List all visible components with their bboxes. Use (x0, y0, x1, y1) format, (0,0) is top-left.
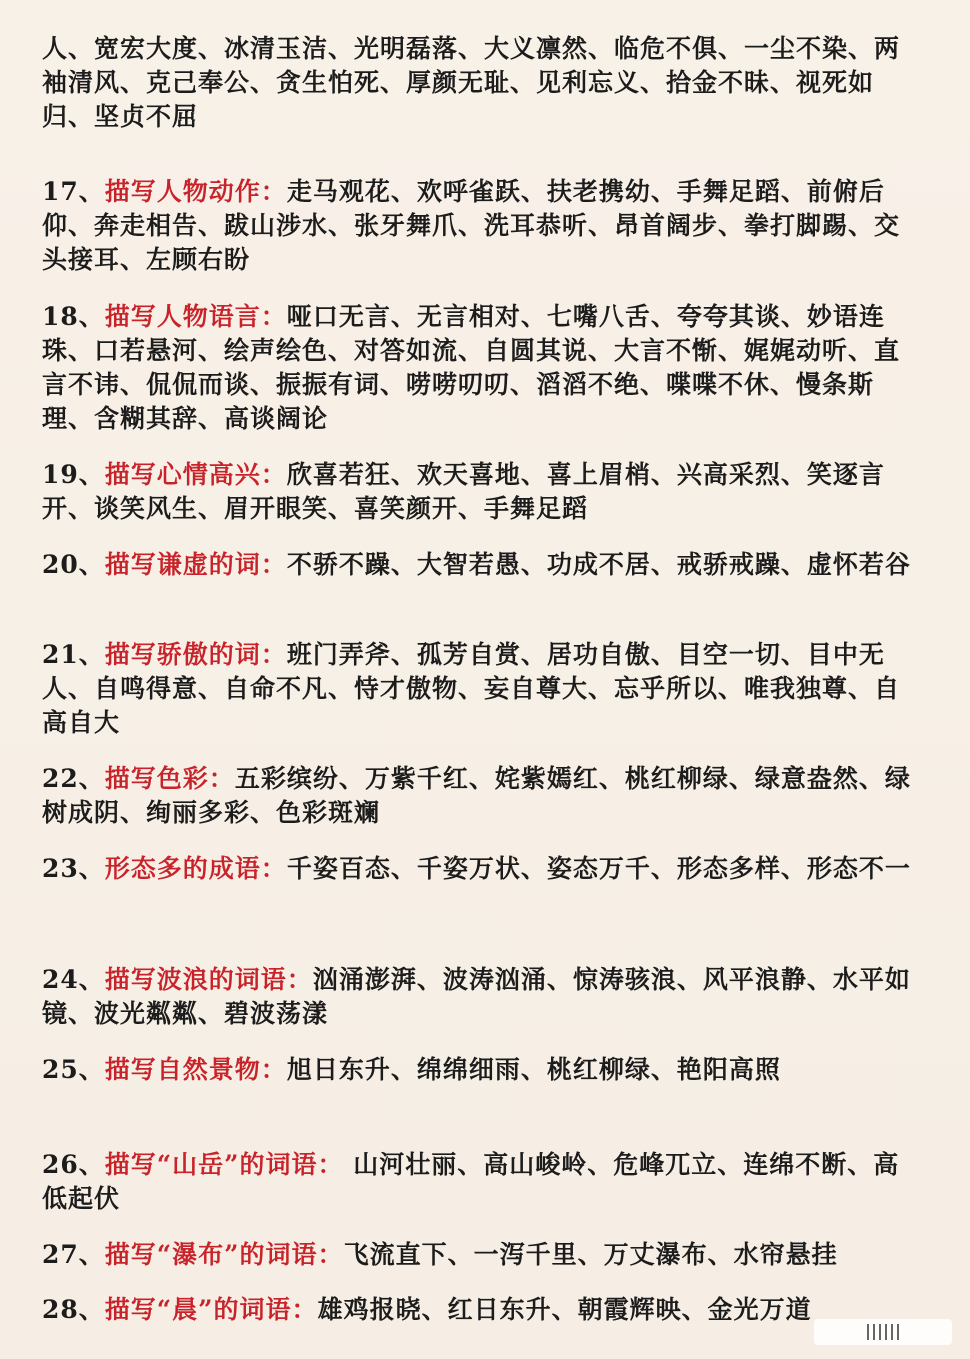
list-item (42, 300, 914, 436)
item-number: 22、 (42, 764, 105, 793)
item-category: 描写骄傲的词： (104, 640, 287, 669)
item-number: 18、 (42, 302, 105, 331)
watermark-mark (897, 1324, 899, 1340)
item-category: 描写色彩： (104, 764, 235, 793)
list-item (42, 175, 914, 277)
watermark-mark (879, 1324, 881, 1340)
watermark-mark (867, 1324, 869, 1340)
item-words: 飞流直下、一泻千里、万丈瀑布、水帘悬挂 (343, 1240, 838, 1269)
item-number: 27、 (42, 1240, 105, 1269)
item-number: 25、 (42, 1055, 105, 1084)
item-category: 描写人物动作： (104, 177, 287, 206)
list-item (42, 1148, 914, 1216)
item-words: 雄鸡报晓、红日东升、朝霞辉映、金光万道 (317, 1295, 812, 1324)
list-item (42, 852, 914, 886)
item-category: 描写自然景物： (104, 1055, 287, 1084)
list-item (42, 762, 914, 830)
list-item (42, 1293, 914, 1327)
item-number: 19、 (42, 460, 105, 489)
watermark (814, 1319, 952, 1345)
item-words: 欣喜若狂、欢天喜地、喜上眉梢、兴高采烈、笑逐言开、谈笑风生、眉开眼笑、喜笑颜开、手舞足蹈 (42, 460, 885, 523)
item-category: 描写“晨”的词语： (104, 1295, 318, 1324)
item-category: 描写心情高兴： (104, 460, 287, 489)
list-item (42, 638, 914, 740)
item-words: 走马观花、欢呼雀跃、扶老携幼、手舞足蹈、前俯后仰、奔走相告、跋山涉水、张牙舞爪、洗耳恭听、昂首阔步、拳打脚踢、交头接耳、左顾右盼 (42, 177, 901, 274)
item-category: 描写谦虚的词： (104, 550, 287, 579)
list-item (42, 963, 914, 1031)
list-item (42, 1238, 914, 1272)
item-words: 人、宽宏大度、冰清玉洁、光明磊落、大义凛然、临危不俱、一尘不染、两袖清风、克己奉公、贪生怕死、厚颜无耻、见利忘义、拾金不昧、视死如归、坚贞不屈 (42, 34, 901, 131)
item-number: 17、 (42, 177, 105, 206)
item-number: 26、 (42, 1150, 105, 1179)
item-words: 不骄不躁、大智若愚、功成不居、戒骄戒躁、虚怀若谷 (286, 550, 911, 579)
watermark-mark (891, 1324, 893, 1340)
item-category: 描写波浪的词语： (104, 965, 313, 994)
item-words: 五彩缤纷、万紫千红、姹紫嫣红、桃红柳绿、绿意盎然、绿树成阴、绚丽多彩、色彩斑斓 (42, 764, 911, 827)
item-words: 汹涌澎湃、波涛汹涌、惊涛骇浪、风平浪静、水平如镜、波光粼粼、碧波荡漾 (42, 965, 911, 1028)
item-words: 山河壮丽、高山峻岭、危峰兀立、连绵不断、高低起伏 (42, 1150, 900, 1213)
item-number: 23、 (42, 854, 105, 883)
item-words: 班门弄斧、孤芳自赏、居功自傲、目空一切、目中无人、自鸣得意、自命不凡、恃才傲物、妄自尊大、忘乎所以、唯我独尊、自高自大 (42, 640, 901, 737)
watermark-mark (885, 1324, 887, 1340)
item-category: 形态多的成语： (104, 854, 287, 883)
item-number: 20、 (42, 550, 105, 579)
list-item (42, 1053, 914, 1087)
item-words: 旭日东升、绵绵细雨、桃红柳绿、艳阳高照 (286, 1055, 781, 1084)
item-words: 哑口无言、无言相对、七嘴八舌、夸夸其谈、妙语连珠、口若悬河、绘声绘色、对答如流、自圆其说、大言不惭、娓娓动听、直言不讳、侃侃而谈、振振有词、唠唠叨叨、滔滔不绝、喋喋不休、慢条斯理、含糊其辞、高谈阔论 (42, 302, 901, 433)
item-number: 21、 (42, 640, 105, 669)
item-number: 28、 (42, 1295, 105, 1324)
list-item (42, 548, 914, 582)
item-words: 千姿百态、千姿万状、姿态万千、形态多样、形态不一 (286, 854, 911, 883)
list-item (42, 458, 914, 526)
item-category: 描写“山岳”的词语： (104, 1150, 344, 1179)
item-number: 24、 (42, 965, 105, 994)
list-item (42, 32, 914, 134)
item-category: 描写人物语言： (104, 302, 287, 331)
item-category: 描写“瀑布”的词语： (104, 1240, 344, 1269)
watermark-mark (873, 1324, 875, 1340)
